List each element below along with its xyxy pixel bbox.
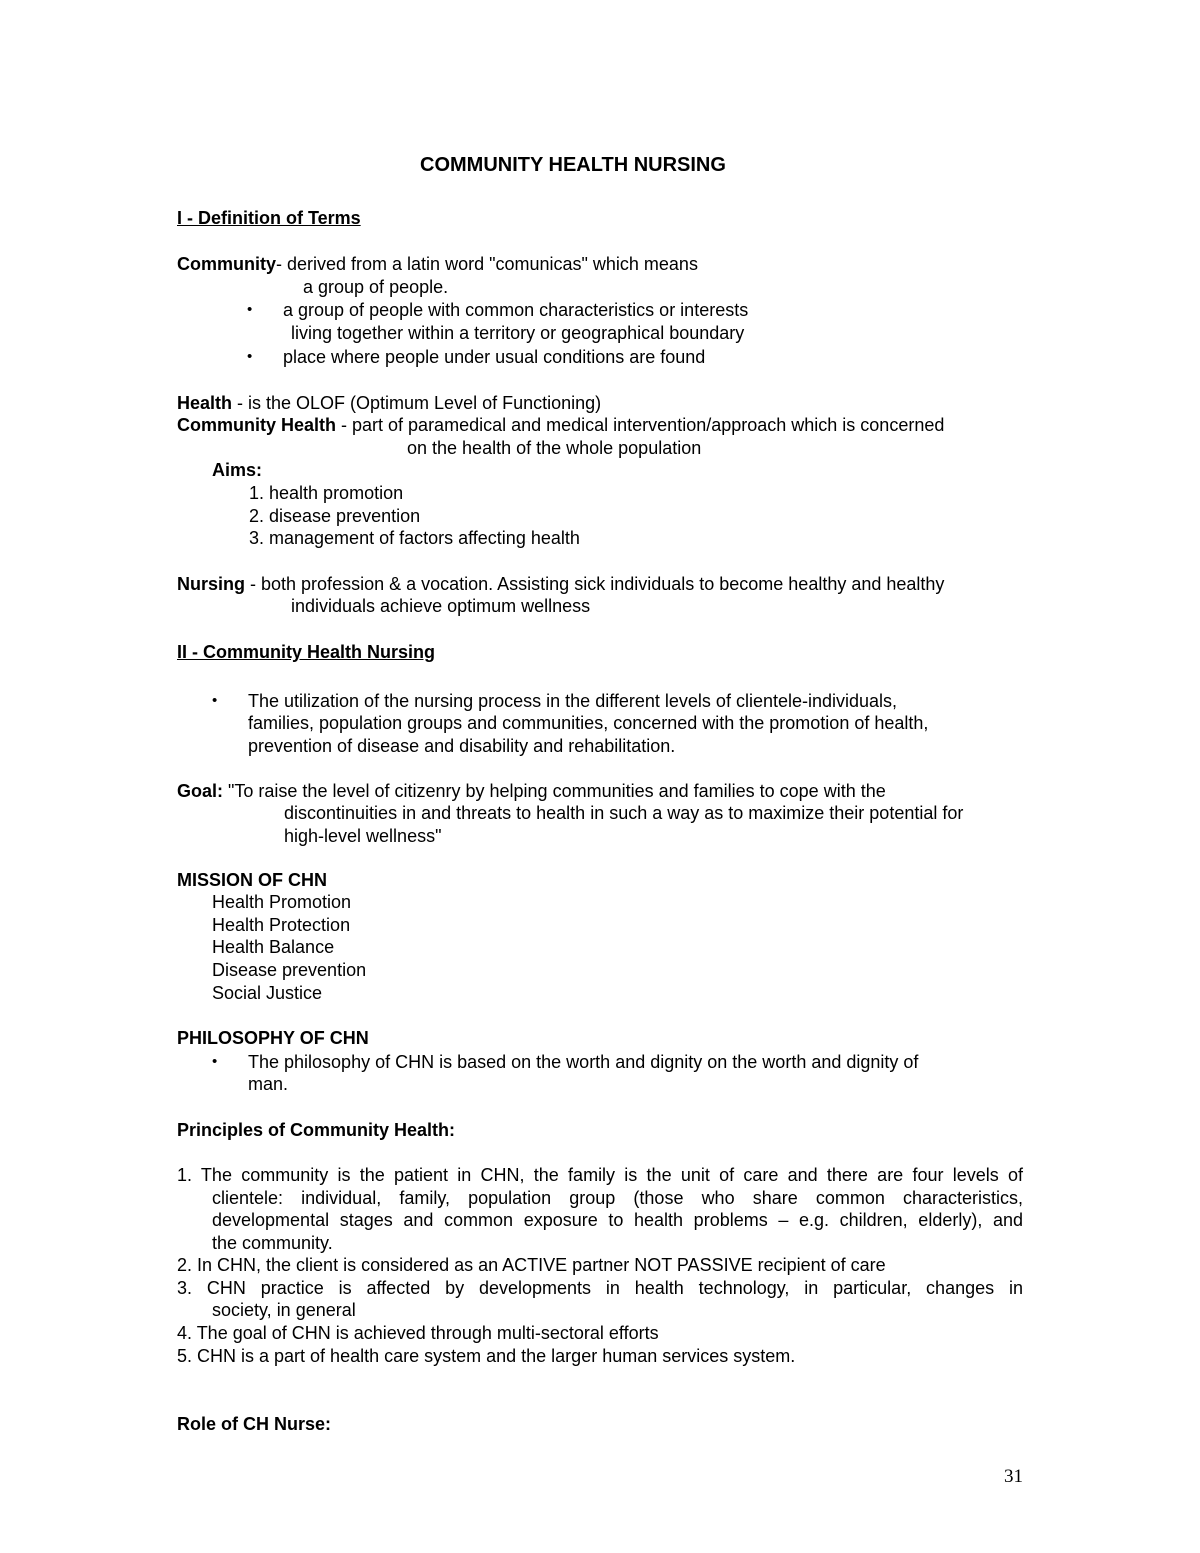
health-term: Health bbox=[177, 393, 233, 413]
aims-item: 3. management of factors affecting health bbox=[249, 528, 580, 548]
nursing-def-line2: individuals achieve optimum wellness bbox=[291, 596, 591, 616]
aims-item: 2. disease prevention bbox=[249, 506, 421, 526]
chn-definition-line: The utilization of the nursing process in the different levels of clientele-individuals, bbox=[248, 691, 898, 711]
health-def: - is the OLOF (Optimum Level of Functioning) bbox=[232, 393, 602, 413]
principle-1-line2: clientele: individual, family, population group (those who share common characteristics, bbox=[212, 1188, 1023, 1208]
community-bullet1-line2: living together within a territory or geographical boundary bbox=[291, 323, 745, 343]
philosophy-line2: man. bbox=[248, 1074, 289, 1094]
goal-label: Goal: bbox=[177, 781, 224, 801]
goal-statement bbox=[177, 780, 886, 802]
mission-item: Health Protection bbox=[212, 915, 351, 935]
nursing-definition bbox=[177, 573, 944, 595]
goal-line2: discontinuities in and threats to health in such a way as to maximize their potential for bbox=[284, 803, 964, 823]
role-heading: Role of CH Nurse: bbox=[177, 1414, 332, 1434]
community-def-line1: - derived from a latin word "comunicas" which means bbox=[276, 254, 698, 274]
health-definition bbox=[177, 392, 601, 414]
goal-line3: high-level wellness" bbox=[284, 826, 442, 846]
philosophy-heading: PHILOSOPHY OF CHN bbox=[177, 1028, 369, 1048]
mission-item: Health Promotion bbox=[212, 892, 352, 912]
mission-item: Disease prevention bbox=[212, 960, 367, 980]
community-bullet1-line1: a group of people with common characteristics or interests bbox=[283, 300, 749, 320]
aims-label: Aims: bbox=[212, 460, 263, 480]
aims-item: 1. health promotion bbox=[249, 483, 404, 503]
philosophy-line1: The philosophy of CHN is based on the worth and dignity on the worth and dignity of bbox=[248, 1052, 919, 1072]
principle-3-line2: society, in general bbox=[212, 1300, 356, 1320]
chn-definition-line: families, population groups and communities, concerned with the promotion of health, bbox=[248, 713, 929, 733]
principle-4: 4. The goal of CHN is achieved through multi-sectoral efforts bbox=[177, 1323, 659, 1343]
page-number: 31 bbox=[1004, 1466, 1023, 1487]
bullet-icon: • bbox=[212, 692, 218, 709]
community-definition bbox=[177, 253, 698, 275]
nursing-def-line1: - both profession & a vocation. Assisting sick individuals to become healthy and healthy bbox=[245, 574, 945, 594]
community-def-line2: a group of people. bbox=[303, 277, 449, 297]
community-health-term: Community Health bbox=[177, 415, 337, 435]
principle-1-line3: developmental stages and common exposure to health problems – e.g. children, elderly), and bbox=[212, 1210, 1023, 1230]
bullet-icon: • bbox=[247, 348, 253, 365]
section1-heading: I - Definition of Terms bbox=[177, 208, 361, 228]
principles-heading: Principles of Community Health: bbox=[177, 1120, 456, 1140]
page-title: COMMUNITY HEALTH NURSING bbox=[420, 154, 726, 176]
nursing-term: Nursing bbox=[177, 574, 246, 594]
principle-2: 2. In CHN, the client is considered as an ACTIVE partner NOT PASSIVE recipient of care bbox=[177, 1255, 886, 1275]
bullet-icon: • bbox=[212, 1053, 218, 1070]
community-health-def-line1: - part of paramedical and medical intervention/approach which is concerned bbox=[336, 415, 945, 435]
mission-item: Social Justice bbox=[212, 983, 323, 1003]
community-health-definition bbox=[177, 414, 944, 436]
principle-3-line1: 3. CHN practice is affected by developments in health technology, in particular, changes in bbox=[177, 1278, 1023, 1298]
community-health-def-line2: on the health of the whole population bbox=[407, 438, 702, 458]
mission-item: Health Balance bbox=[212, 937, 335, 957]
community-bullet2: place where people under usual conditions are found bbox=[283, 347, 706, 367]
community-term: Community bbox=[177, 254, 276, 274]
bullet-icon: • bbox=[247, 301, 253, 318]
principle-1-line4: the community. bbox=[212, 1233, 333, 1253]
chn-definition-line: prevention of disease and disability and rehabilitation. bbox=[248, 736, 676, 756]
principle-1-line1: 1. The community is the patient in CHN, the family is the unit of care and there are four levels of bbox=[177, 1165, 1023, 1185]
mission-heading: MISSION OF CHN bbox=[177, 870, 328, 890]
principle-5: 5. CHN is a part of health care system and the larger human services system. bbox=[177, 1346, 796, 1366]
section2-heading: II - Community Health Nursing bbox=[177, 642, 436, 662]
goal-line1: "To raise the level of citizenry by helping communities and families to cope with the bbox=[223, 781, 886, 801]
